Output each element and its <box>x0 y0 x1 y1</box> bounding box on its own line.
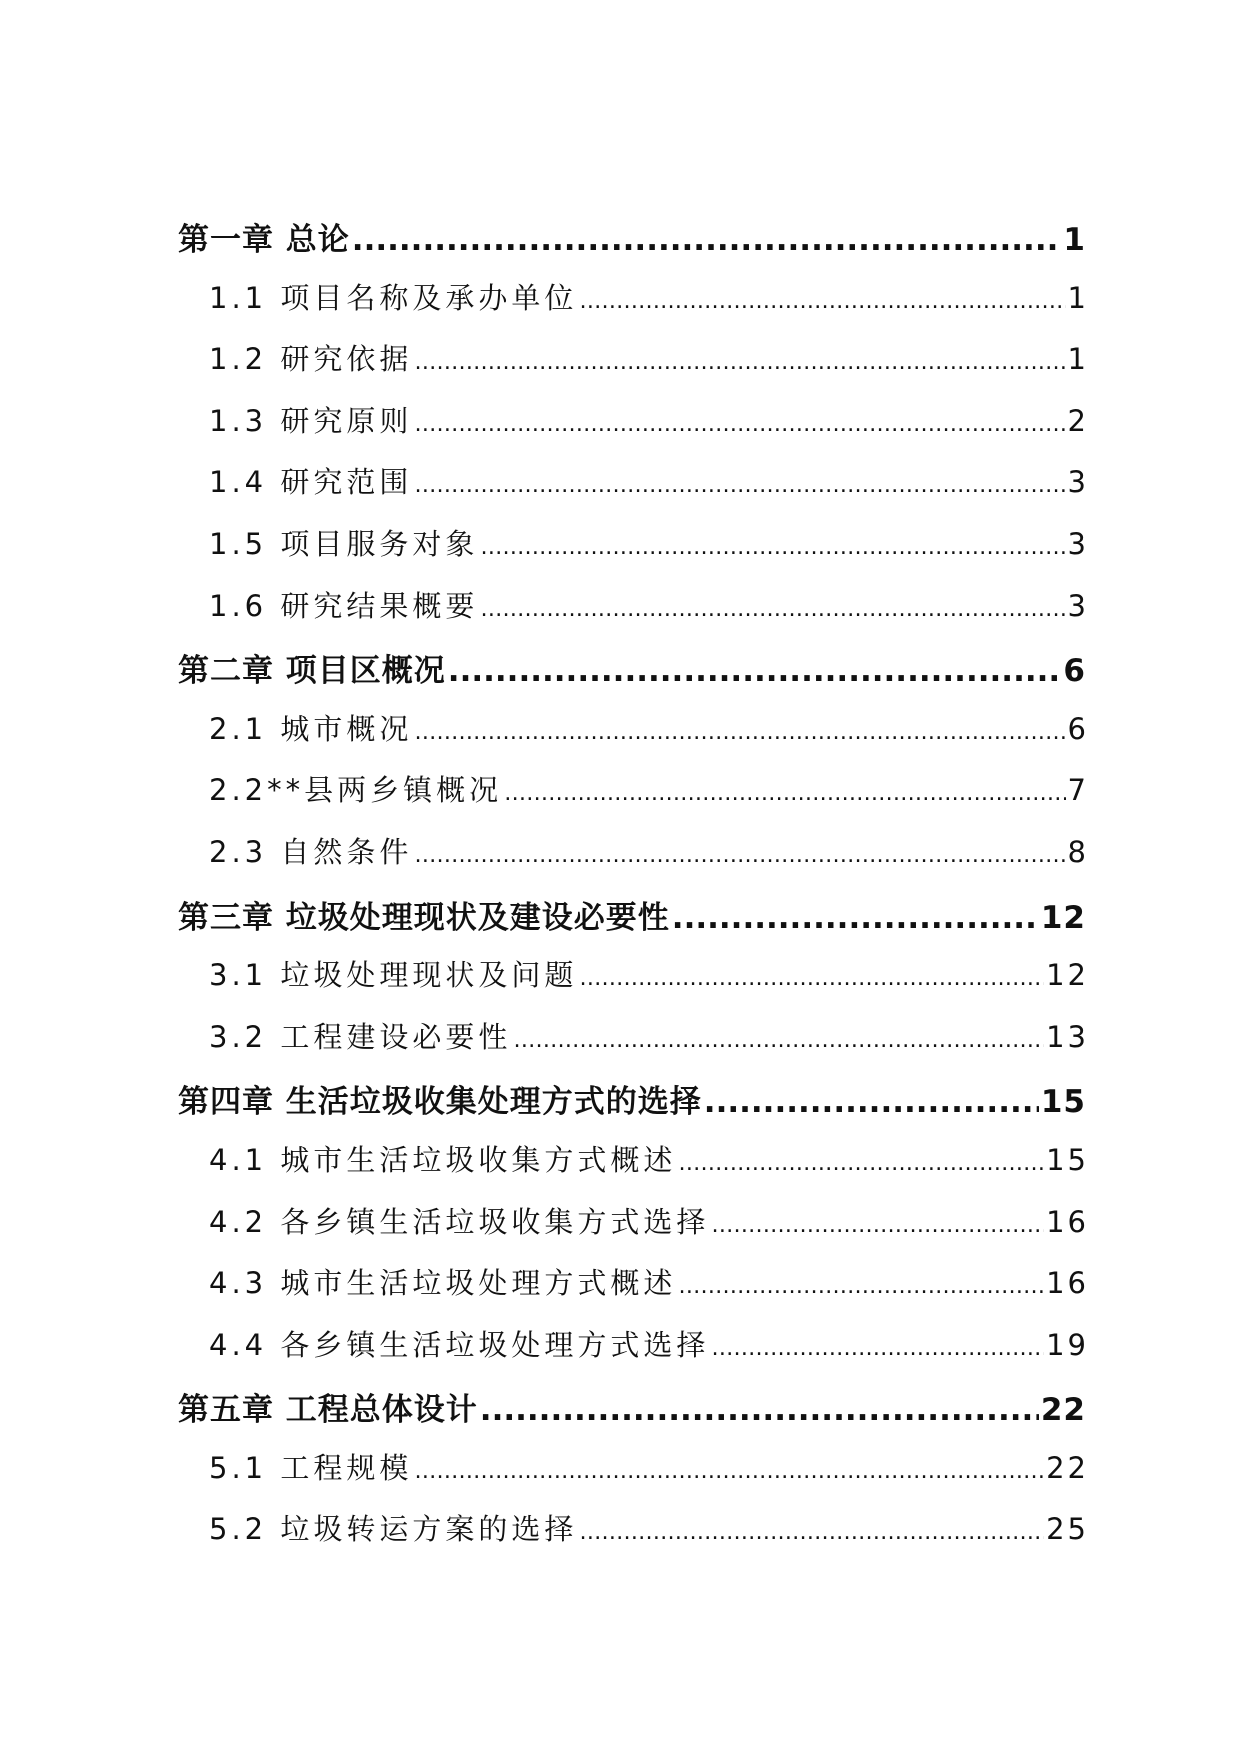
toc-entry-title: 5.1 工程规模 <box>209 1450 413 1485</box>
toc-entry-title: 1.1 项目名称及承办单位 <box>209 280 578 315</box>
toc-page-number: 7 <box>1067 773 1089 808</box>
toc-dot-leader <box>579 966 1044 991</box>
toc-chapter-4[interactable] <box>178 1076 1086 1138</box>
toc-entry-title: 1.6 研究结果概要 <box>209 588 479 623</box>
toc-section-2-3[interactable] <box>178 830 1089 892</box>
toc-dot-leader <box>579 289 1065 314</box>
toc-section-3-2[interactable] <box>178 1015 1089 1077</box>
toc-dot-leader <box>480 597 1065 622</box>
toc-section-2-1[interactable] <box>178 707 1089 769</box>
toc-section-3-1[interactable] <box>178 953 1089 1015</box>
toc-section-5-1[interactable] <box>178 1446 1089 1508</box>
toc-page-number: 3 <box>1067 588 1089 623</box>
toc-entry-title: 第一章 总论 <box>178 222 350 258</box>
toc-dot-leader <box>414 350 1065 375</box>
toc-section-1-2[interactable] <box>178 337 1089 399</box>
toc-dot-leader <box>711 1213 1044 1238</box>
toc-section-1-1[interactable] <box>178 276 1089 338</box>
toc-entry-title: 1.2 研究依据 <box>209 342 413 377</box>
toc-page-number: 1 <box>1067 280 1089 315</box>
toc-dot-leader <box>414 843 1065 868</box>
toc-section-4-4[interactable] <box>178 1323 1089 1385</box>
toc-dot-leader <box>672 900 1039 936</box>
toc-page-number: 12 <box>1040 899 1086 936</box>
toc-page-number: 12 <box>1046 958 1089 993</box>
toc-page-number: 16 <box>1046 1204 1089 1239</box>
toc-section-2-2[interactable] <box>178 768 1089 830</box>
toc-section-1-5[interactable] <box>178 522 1089 584</box>
toc-page-number: 15 <box>1040 1084 1086 1121</box>
toc-entry-title: 2.3 自然条件 <box>209 834 413 869</box>
toc-page-number: 16 <box>1046 1266 1089 1301</box>
toc-section-5-2[interactable] <box>178 1507 1089 1569</box>
toc-entry-title: 2.1 城市概况 <box>209 711 413 746</box>
toc-page-number: 1 <box>1067 342 1089 377</box>
toc-dot-leader <box>704 1084 1039 1120</box>
toc-entry-title: 2.2**县两乡镇概况 <box>209 773 503 808</box>
toc-entry-title: 3.2 工程建设必要性 <box>209 1019 512 1054</box>
toc-section-1-3[interactable] <box>178 399 1089 461</box>
toc-dot-leader <box>579 1520 1044 1545</box>
toc-dot-leader <box>414 1459 1044 1484</box>
toc-chapter-2[interactable] <box>178 645 1086 707</box>
toc-entry-title: 3.1 垃圾处理现状及问题 <box>209 958 578 993</box>
toc-entry-title: 第四章 生活垃圾收集处理方式的选择 <box>178 1084 702 1121</box>
toc-entry-title: 5.2 垃圾转运方案的选择 <box>209 1512 578 1547</box>
toc-page-number: 22 <box>1046 1450 1089 1485</box>
toc-page-number: 8 <box>1067 834 1089 869</box>
toc-section-4-3[interactable] <box>178 1261 1089 1323</box>
toc-entry-title: 第二章 项目区概况 <box>178 653 446 690</box>
toc-section-4-1[interactable] <box>178 1138 1089 1200</box>
toc-dot-leader <box>678 1151 1044 1176</box>
toc-dot-leader <box>414 473 1065 498</box>
toc-page-number: 1 <box>1063 222 1086 258</box>
toc-chapter-1[interactable] <box>178 214 1086 276</box>
toc-page-number: 6 <box>1067 711 1089 746</box>
toc-page-number: 3 <box>1067 526 1089 561</box>
toc-entry-title: 1.4 研究范围 <box>209 465 413 500</box>
toc-page-number: 13 <box>1046 1019 1089 1054</box>
toc-dot-leader <box>513 1028 1044 1053</box>
toc-dot-leader <box>678 1274 1044 1299</box>
toc-dot-leader <box>711 1336 1044 1361</box>
toc-dot-leader <box>480 1392 1039 1428</box>
toc-dot-leader <box>480 535 1065 560</box>
toc-page-number: 6 <box>1063 653 1086 690</box>
toc-section-1-6[interactable] <box>178 584 1089 646</box>
toc-dot-leader <box>448 653 1062 689</box>
toc-entry-title: 1.5 项目服务对象 <box>209 526 479 561</box>
toc-page-number: 25 <box>1046 1512 1089 1547</box>
table-of-contents <box>178 214 1089 1569</box>
toc-entry-title: 第三章 垃圾处理现状及建设必要性 <box>178 899 670 936</box>
toc-chapter-5[interactable] <box>178 1384 1086 1446</box>
toc-dot-leader <box>414 720 1065 745</box>
toc-dot-leader <box>414 412 1065 437</box>
toc-entry-title: 4.3 城市生活垃圾处理方式概述 <box>209 1266 677 1301</box>
toc-dot-leader <box>352 222 1062 258</box>
toc-dot-leader <box>504 781 1065 806</box>
toc-entry-title: 1.3 研究原则 <box>209 403 413 438</box>
toc-entry-title: 4.1 城市生活垃圾收集方式概述 <box>209 1142 677 1177</box>
toc-page-number: 15 <box>1046 1142 1089 1177</box>
toc-section-1-4[interactable] <box>178 460 1089 522</box>
toc-page-number: 3 <box>1067 465 1089 500</box>
toc-page-number: 2 <box>1067 403 1089 438</box>
toc-entry-title: 第五章 工程总体设计 <box>178 1392 478 1429</box>
toc-entry-title: 4.4 各乡镇生活垃圾处理方式选择 <box>209 1327 710 1362</box>
toc-page-number: 19 <box>1046 1327 1089 1362</box>
toc-page-number: 22 <box>1040 1392 1086 1429</box>
toc-entry-title: 4.2 各乡镇生活垃圾收集方式选择 <box>209 1204 710 1239</box>
toc-section-4-2[interactable] <box>178 1200 1089 1262</box>
toc-chapter-3[interactable] <box>178 892 1086 954</box>
